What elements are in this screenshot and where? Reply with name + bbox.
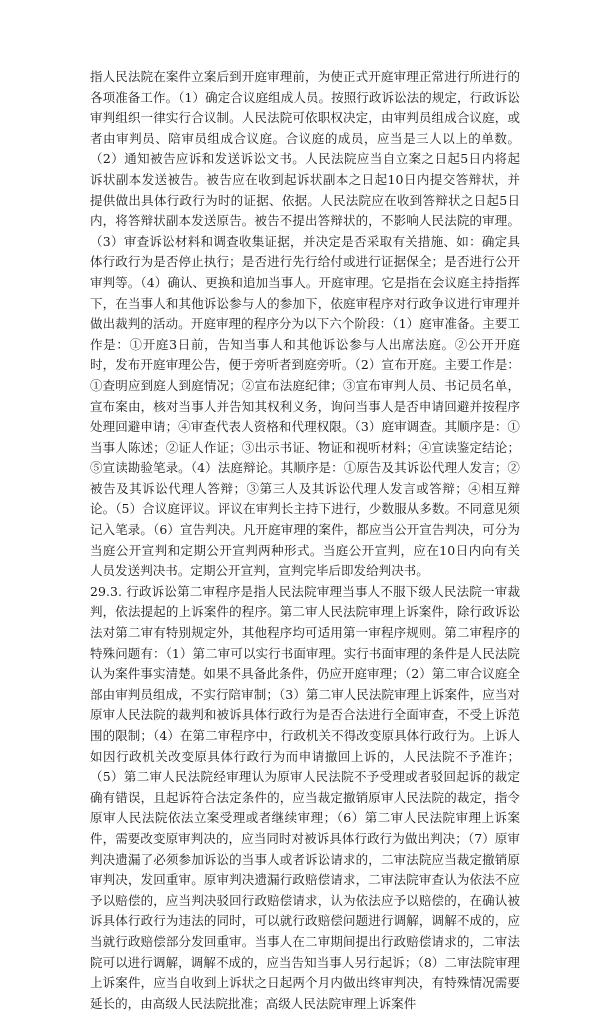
document-page: [90, 67, 520, 1014]
paragraph-first-instance-trial: 指人民法院在案件立案后到开庭审理前，为使正式开庭审理正常进行所进行的各项准备工作。（1）确定合议庭组成人员。按照行政诉讼法的规定，行政诉讼审判组织一律实行合议制。人民法院可依职权决定，由审判员组成合议庭，或者由审判员、陪审员组成合议庭。合议庭的成员，应当是三人以上的单数。（2）通知被告应诉和发送诉讼文书。人民法院应当自立案之日起5日内将起诉状副本发送被告。被告应在收到起诉状副本之日起10日内提交答辩状，并提供做出具体行政行为时的证据、依据。人民法院应在收到答辩状之日起5日内，将答辩状副本发送原告。被告不提出答辩状的，不影响人民法院的审理。（3）审查诉讼材料和调查收集证据，并决定是否采取有关措施、如：确定具体行政行为是否停止执行；是否进行先行给付或进行证据保全；是否进行公开审判等。（4）确认、更换和追加当事人。开庭审理。它是指在会议庭主持指挥下，在当事人和其他诉讼参与人的参加下，依庭审程序对行政争议进行审理并做出裁判的活动。开庭审理的程序分为以下六个阶段：（1）庭审准备。主要工作是：①开庭3日前，告知当事人和其他诉讼参与人出席法庭。②公开开庭时，发布开庭审理公告，便于旁听者到庭旁听。（2）宣布开庭。主要工作是：①查明应到庭人到庭情况；②宣布法庭纪律；③宣布审判人员、书记员名单，宣布案由，核对当事人并告知其权利义务，询问当事人是否申请回避并按程序处理回避申请；④审查代表人资格和代理权限。（3）庭审调查。其顺序是：①当事人陈述；②证人作证；③出示书证、物证和视听材料；④宣读鉴定结论；⑤宣读勘验笔录。（4）法庭辩论。其顺序是：①原告及其诉讼代理人发言；②被告及其诉讼代理人答辩；③第三人及其诉讼代理人发言或答辩；④相互辩论。（5）合议庭评议。评议在审判长主持下进行，少数服从多数。不同意见须记入笔录。（6）宣告判决。凡开庭审理的案件，都应当公开宣告判决，可分为当庭公开宣判和定期公开宣判两种形式。当庭公开宣判，应在10日内向有关人员发送判决书。定期公开宣判，宣判完毕后即发给判决书。: [90, 69, 520, 579]
paragraph-second-instance-procedure: 29.3. 行政诉讼第二审程序是指人民法院审理当事人不服下级人民法院一审裁判，依法提起的上诉案件的程序。第二审人民法院审理上诉案件，除行政诉讼法对第二审有特别规定外，其他程序均可适用第一审程序规则。第二审程序的特殊问题有：（1）第二审可以实行书面审理。实行书面审理的条件是人民法院认为案件事实清楚。如果不具备此条件，仍应开庭审理；（2）第二审合议庭全部由审判员组成，不实行陪审制；（3）第二审人民法院审理上诉案件，应当对原审人民法院的裁判和被诉具体行政行为是否合法进行全面审查，不受上诉范围的限制；（4）在第二审程序中，行政机关不得改变原具体行政行为。上诉人如因行政机关改变原具体行政行为而申请撤回上诉的，人民法院不予准许；（5）第二审人民法院经审理认为原审人民法院不予受理或者驳回起诉的裁定确有错误，且起诉符合法定条件的，应当裁定撤销原审人民法院的裁定，指令原审人民法院依法立案受理或者继续审理；（6）第二审人民法院审理上诉案件，需要改变原审判决的，应当同时对被诉具体行政行为做出判决；（7）原审判决遗漏了必须参加诉讼的当事人或者诉讼请求的，二审法院应当裁定撤销原审判决，发回重审。原审判决遗漏行政赔偿请求，二审法院审查认为依法不应予以赔偿的，应当判决驳回行政赔偿请求，认为依法应予以赔偿的，在确认被诉具体行政行为违法的同时，可以就行政赔偿问题进行调解，调解不成的，应当就行政赔偿部分发回重审。当事人在二审期间提出行政赔偿请求的，二审法院可以进行调解，调解不成的，应当告知当事人另行起诉；（8）二审法院审理上诉案件，应当自收到上诉状之日起两个月内做出终审判决，有特殊情况需要延长的，由高级人民法院批准；高级人民法院审理上诉案件: [90, 583, 520, 1011]
